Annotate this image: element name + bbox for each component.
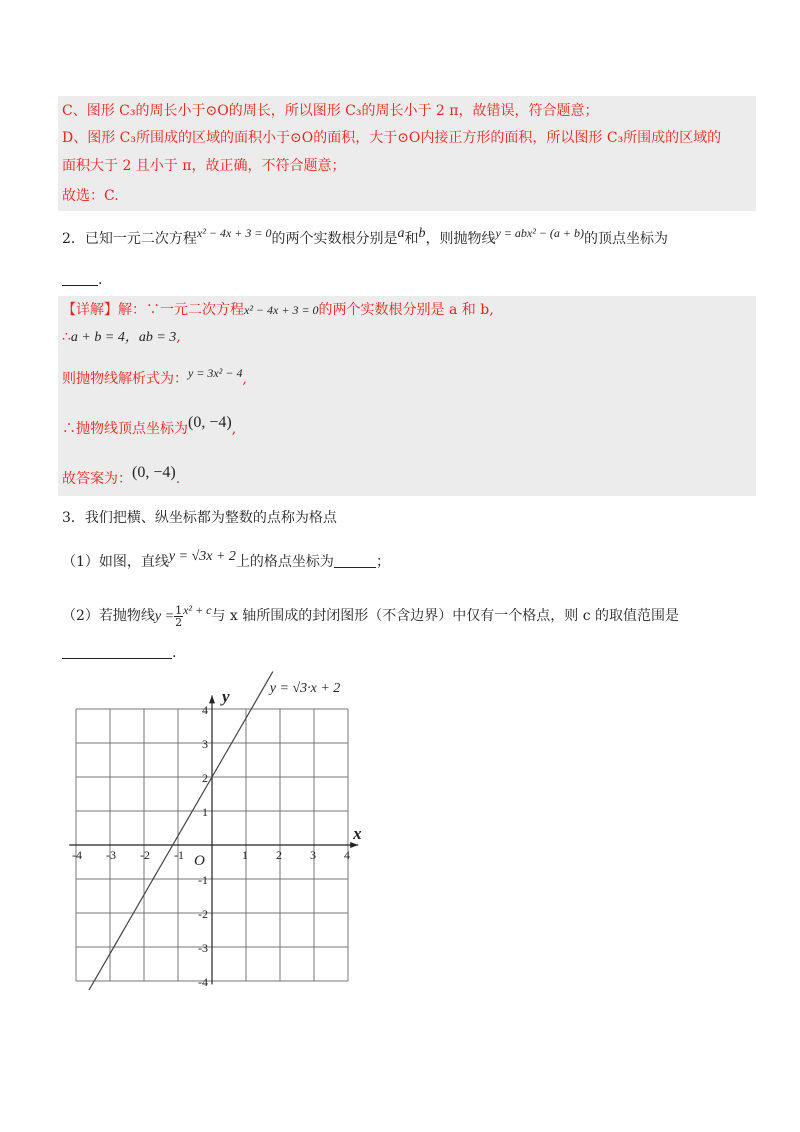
- y-tick-label: -3: [198, 941, 208, 955]
- answer2-line2: [62, 327, 181, 348]
- answer2-line4-pre: ∴抛物线顶点坐标为: [62, 421, 188, 437]
- q3-part1-eq: y = √3x + 2: [168, 549, 236, 564]
- x-tick-label: -4: [72, 848, 82, 862]
- answer-line-c: C、图形 C₃的周长小于⊙O的周长，所以图形 C₃的周长小于 2 π，故错误，符合题意；: [62, 103, 599, 119]
- x-tick-label: -1: [174, 848, 184, 862]
- q3-frac-den: 2: [175, 615, 183, 629]
- x-tick-label: -2: [140, 848, 150, 862]
- q3-part2: [62, 600, 679, 628]
- answer-line-d2: 面积大于 2 且小于 π，故正确，不符合题意；: [62, 158, 346, 174]
- axes: [69, 695, 358, 984]
- answer2-line4-math: (0, −4): [188, 414, 232, 431]
- q2-period: .: [98, 272, 103, 288]
- y-tick-label: 2: [202, 771, 208, 785]
- answer-line-d1: D、图形 C₃所围成的区域的面积小于⊙O的面积，大于⊙O内接正方形的面积，所以图形 C₃所围成的区域的: [62, 130, 722, 146]
- y-tick-label: 4: [202, 703, 208, 717]
- answer2-line5-math: (0, −4): [132, 464, 176, 481]
- q3-part2-y: y =: [154, 609, 175, 624]
- q2-mid2: ，则抛物线: [425, 231, 496, 247]
- plotted-line: [86, 672, 340, 990]
- q3-part2-pre: （2）若抛物线: [62, 608, 155, 624]
- q2-blank-line: [62, 271, 98, 286]
- q2-parabola: y = abx² − (a + b): [495, 226, 585, 240]
- detail-tag: 【详解】: [62, 302, 118, 318]
- answer2-line4: [62, 413, 236, 439]
- q2-he: 和: [404, 231, 419, 247]
- q3-part2-blank: [62, 644, 172, 659]
- answer2-line1: [62, 300, 494, 320]
- y-tick-label: -1: [198, 873, 208, 887]
- line-label: y = √3·x + 2: [269, 681, 341, 696]
- answer2-line5-pre: 故答案为：: [62, 471, 132, 487]
- coordinate-graph: [60, 660, 380, 990]
- answer2-line3-pre: 则抛物线解析式为：: [62, 371, 188, 387]
- q3-part2-fraction: [174, 605, 183, 628]
- x-tick-label: 3: [310, 848, 316, 862]
- answer-choice: 故选：C.: [62, 188, 119, 204]
- x-tick-label: 4: [344, 848, 350, 862]
- q3-part1-post: 上的格点坐标为: [235, 554, 334, 570]
- answer2-line2-post: ,: [176, 329, 181, 345]
- q3-part2-rest: x² + c: [183, 603, 212, 617]
- q3-part2-post: 与 x 轴所围成的封闭图形（不含边界）中仅有一个格点，则 c 的取值范围是: [211, 608, 679, 624]
- y-tick-label: -4: [198, 975, 208, 989]
- q3-frac-num: 1: [175, 603, 183, 617]
- answer2-line5-post: .: [175, 471, 181, 487]
- q3-title: 3．我们把横、纵坐标都为整数的点称为格点: [62, 510, 337, 526]
- x-tick-label: -3: [106, 848, 116, 862]
- q3-part2-end: .: [172, 645, 177, 661]
- x-tick-label: 1: [242, 848, 248, 862]
- q3-part1-end: ；: [375, 554, 390, 570]
- y-axis-arrow: [209, 695, 215, 703]
- line-y-sqrt3x-plus-2: [86, 672, 272, 990]
- answer2-line2-pre: ∴: [62, 329, 71, 345]
- answer2-line1-post: 的两个实数根分别是 a 和 b,: [318, 302, 494, 318]
- x-axis-label: x: [353, 824, 362, 843]
- q2-b: b: [418, 226, 426, 241]
- q2-suffix: 的顶点坐标为: [584, 231, 669, 247]
- y-axis-label: y: [222, 687, 230, 707]
- answer2-line5: [62, 463, 180, 489]
- answer2-line3-math: y = 3x² − 4: [188, 366, 243, 380]
- answer2-line4-post: ,: [231, 421, 237, 437]
- x-tick-label: 2: [276, 848, 282, 862]
- answer2-line1-eq: x² − 4x + 3 = 0: [244, 303, 319, 317]
- q2-answer-blank: [62, 270, 102, 290]
- q2-equation: x² − 4x + 3 = 0: [196, 226, 272, 240]
- q3-part1: [62, 547, 390, 572]
- origin-label: O: [194, 853, 205, 869]
- answer2-line3: [62, 363, 247, 389]
- q3-part1-blank: [334, 553, 376, 568]
- q2-prefix: 2．已知一元二次方程: [62, 231, 197, 247]
- y-tick-label: 3: [202, 737, 208, 751]
- question-2: [62, 223, 668, 249]
- answer2-line3-post: ,: [242, 371, 247, 387]
- answer2-line1-pre: 解：∵一元二次方程: [118, 302, 244, 318]
- q3-part1-pre: （1）如图，直线: [62, 554, 169, 570]
- q2-mid1: 的两个实数根分别是: [271, 231, 398, 247]
- y-tick-label: -2: [198, 907, 208, 921]
- q2-a: a: [397, 226, 405, 241]
- y-tick-label: 1: [202, 805, 208, 819]
- answer2-line2-math: a + b = 4，ab = 3: [70, 330, 177, 345]
